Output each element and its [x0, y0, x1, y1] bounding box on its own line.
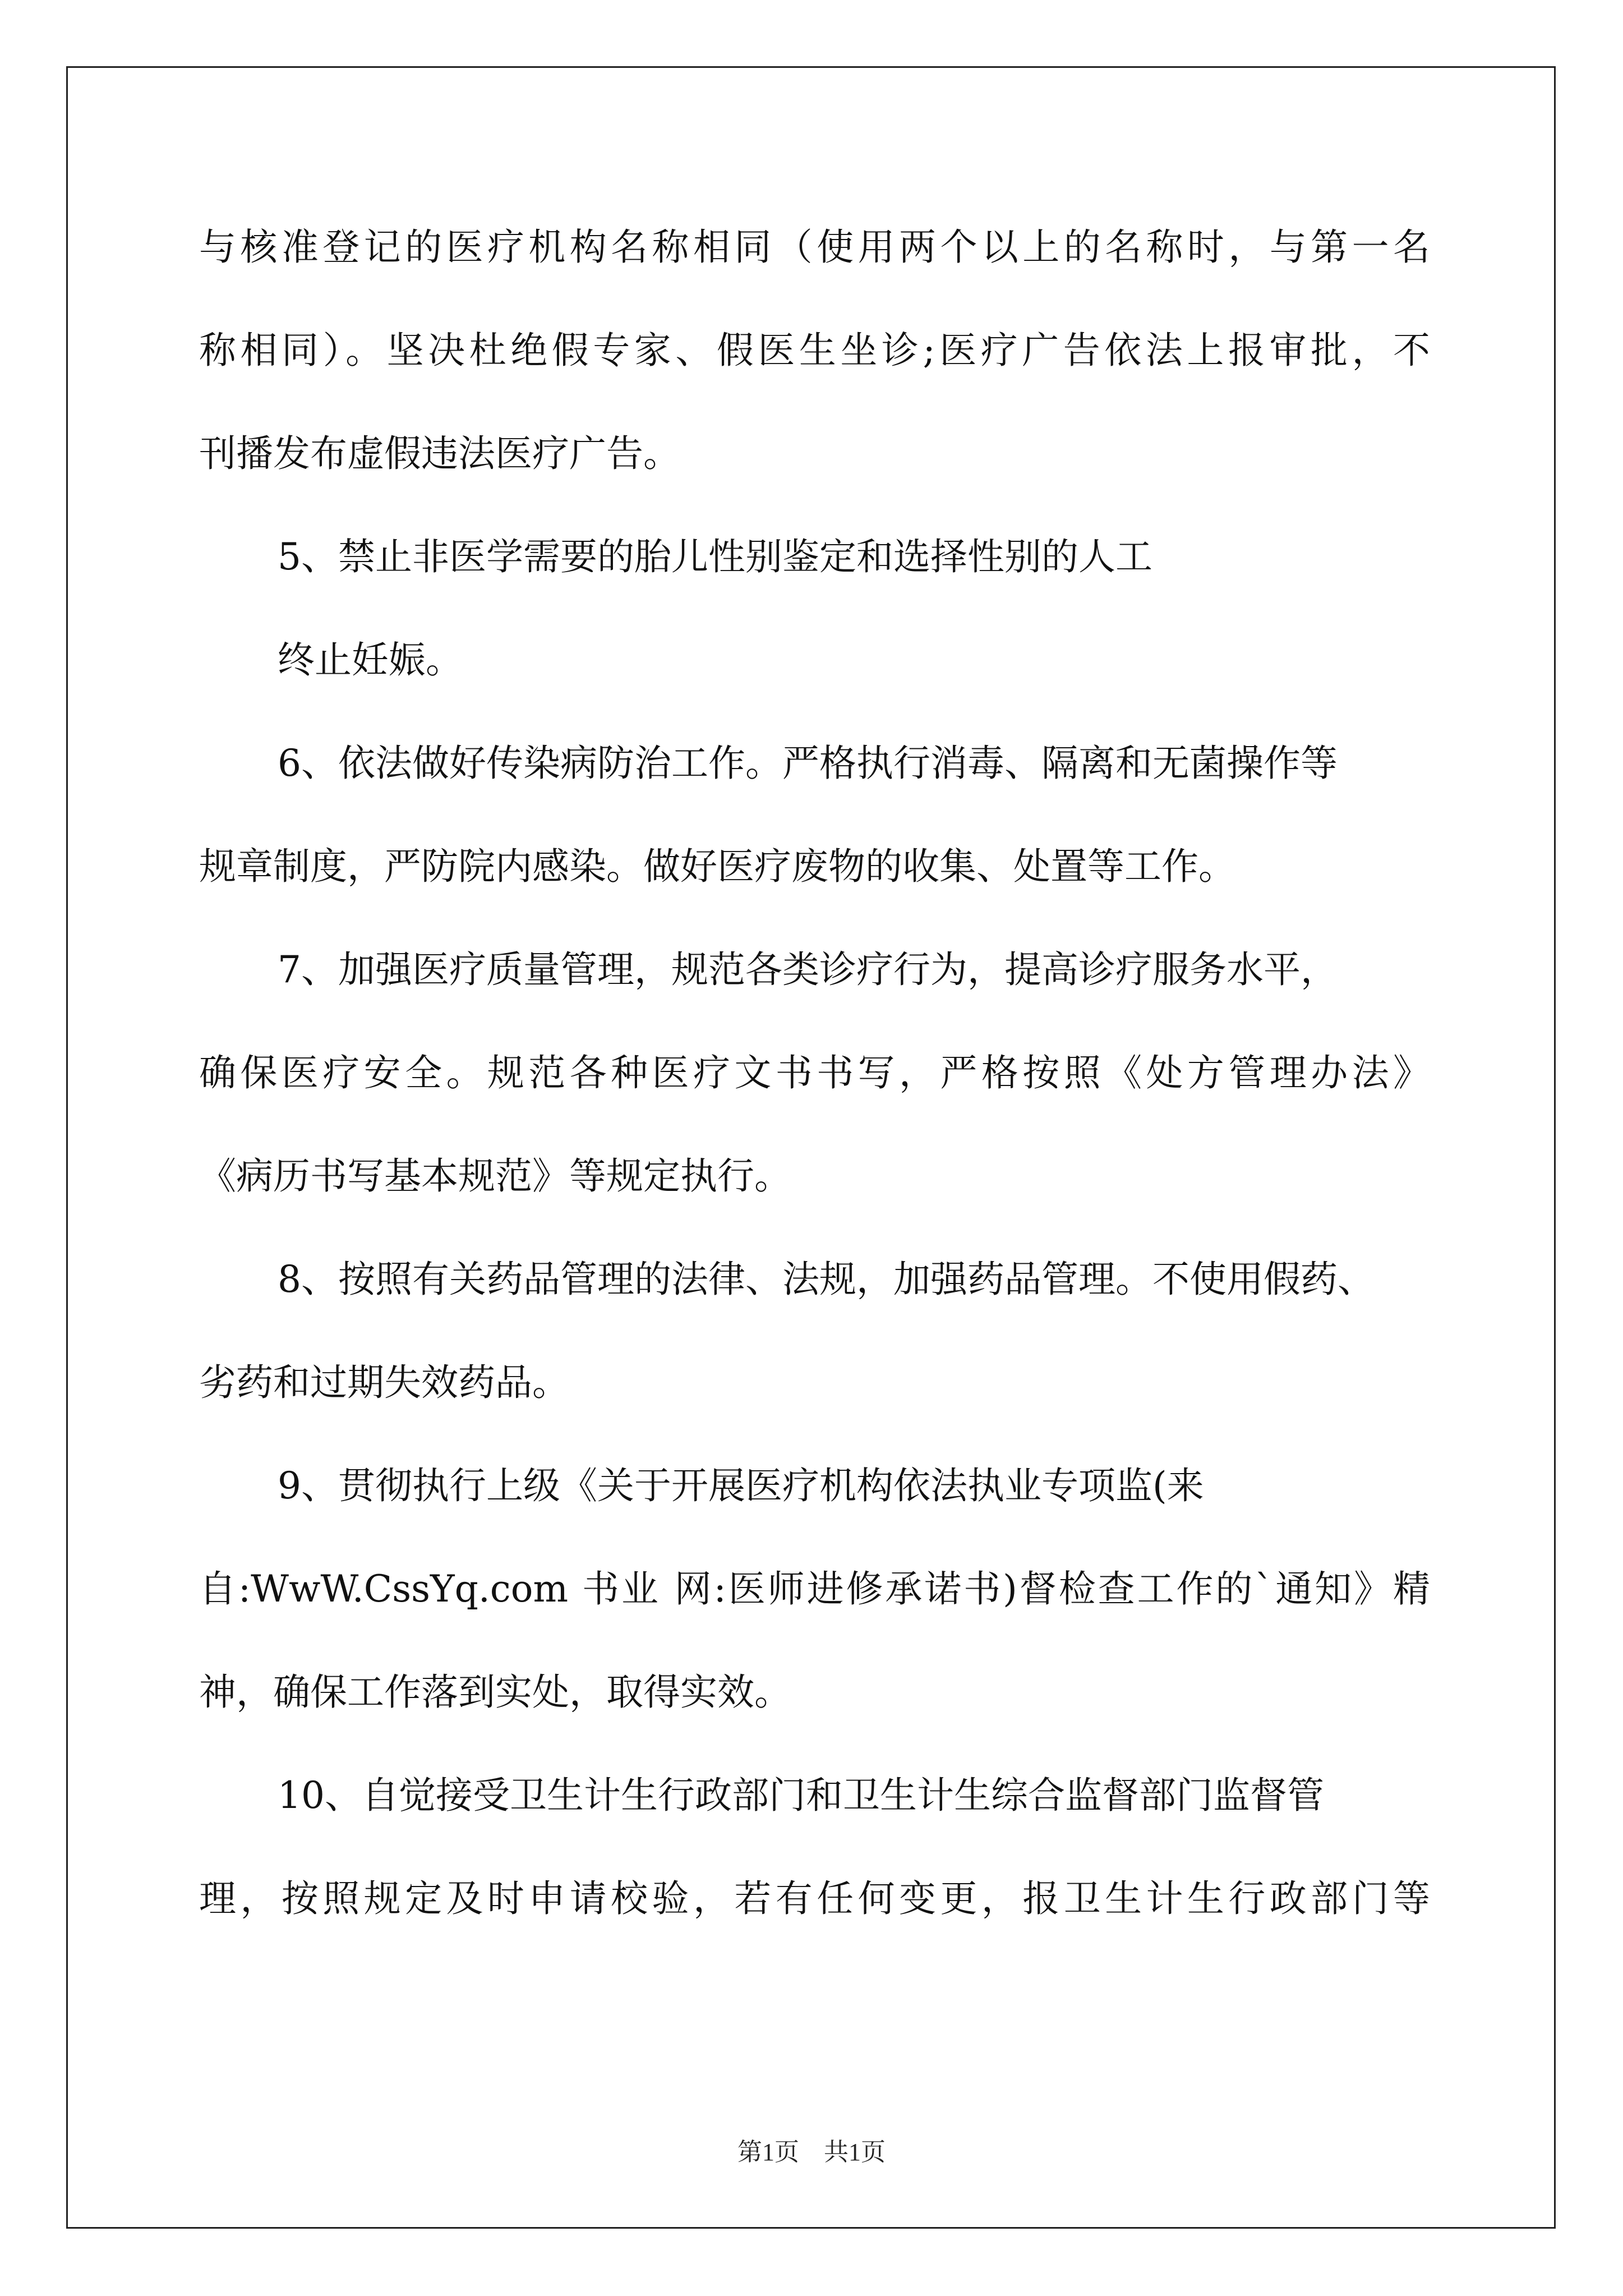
text-line: 确保医疗安全。规范各种医疗文书书写，严格按照《处方管理办法》: [199, 1051, 1430, 1094]
text-line: 规章制度，严防院内感染。做好医疗废物的收集、处置等工作。: [199, 845, 1235, 888]
text-line: 与核准登记的医疗机构名称相同（使用两个以上的名称时，与第一名: [199, 226, 1430, 269]
text-line: 劣药和过期失效药品。: [199, 1361, 569, 1404]
text-line: 终止妊娠。: [278, 638, 463, 682]
text-line: 刊播发布虚假违法医疗广告。: [199, 432, 680, 475]
page-footer: [0, 2132, 1623, 2168]
text-line: 10、自觉接受卫生计生行政部门和卫生计生综合监督部门监督管: [278, 1774, 1324, 1817]
text-line: 《病历书写基本规范》等规定执行。: [199, 1154, 791, 1198]
text-line: 自:WwW.CssYq.com 书业 网:医师进修承诺书)督检查工作的`通知》精: [199, 1567, 1430, 1611]
text-line: 7、加强医疗质量管理，规范各类诊疗行为，提高诊疗服务水平，: [278, 948, 1338, 991]
text-line: 神，确保工作落到实处，取得实效。: [199, 1671, 791, 1714]
text-line: 8、按照有关药品管理的法律、法规，加强药品管理。不使用假药、: [278, 1258, 1375, 1301]
page-number-label: 第1页 共1页: [737, 2138, 886, 2166]
text-line: 9、贯彻执行上级《关于开展医疗机构依法执业专项监(来: [278, 1464, 1204, 1507]
text-line: 称相同）。坚决杜绝假专家、假医生坐诊;医疗广告依法上报审批，不: [199, 329, 1430, 372]
text-line: 5、禁止非医学需要的胎儿性别鉴定和选择性别的人工: [278, 535, 1152, 578]
text-line: 6、依法做好传染病防治工作。严格执行消毒、隔离和无菌操作等: [278, 742, 1338, 785]
text-line: 理，按照规定及时申请校验，若有任何变更，报卫生计生行政部门等: [199, 1877, 1430, 1920]
